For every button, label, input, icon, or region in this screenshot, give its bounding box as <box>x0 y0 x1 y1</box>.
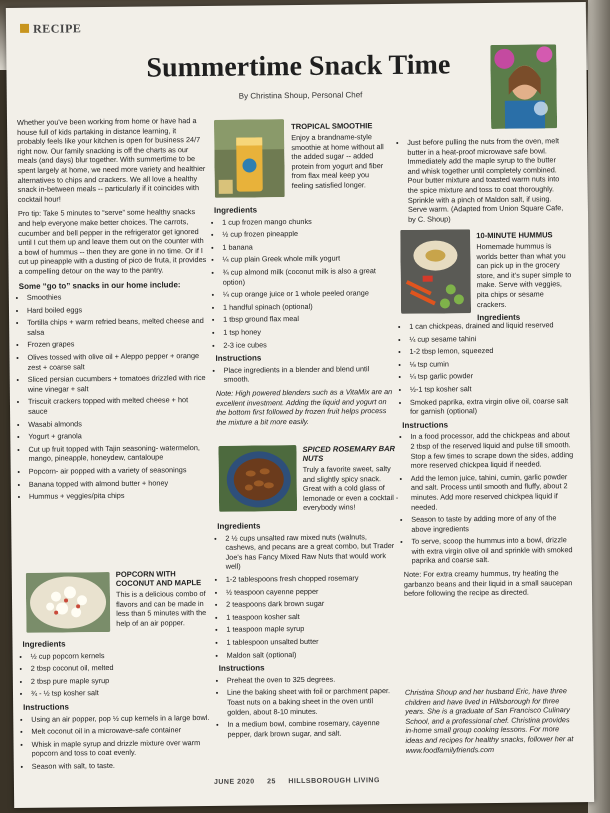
author-bio: Christina Shoup and her husband Eric, have three children and have lived in Hillsborough for three years. She is a graduate of San Francisco Culinary School, and a professional chef. Christina provides in-home small group cooking lessons. For more ideas and recipes for healthy snacks, follower her at www.foodfamilyfriends.com <box>404 686 574 755</box>
popcorn-intro <box>116 569 213 628</box>
popcorn-image <box>26 572 111 633</box>
popcorn-instructions-heading: Instructions <box>23 702 69 712</box>
nuts-intro <box>302 444 399 513</box>
list-item: • 2 teaspoons dark brown sugar <box>226 598 396 609</box>
nuts-desc: Truly a favorite sweet, salty and slightly spicy snack. Great with a cold glass of lemonade or even a cocktail - everybody wins! <box>302 464 399 513</box>
magazine-name: HILLSBOROUGH LIVING <box>288 777 380 786</box>
smoothie-image <box>214 119 285 198</box>
smoothie-desc: Enjoy a brandname-style smoothie at home without all the added sugar -- added protein from yogurt and fiber from flax meal keep you feeling satisfied longer. <box>291 132 384 191</box>
list-item: • ½ teaspoon cayenne pepper <box>226 586 396 597</box>
list-item: • Line the baking sheet with foil or parchment paper. Toast nuts on a baking sheet in the oven until golden, about 8-10 minutes. <box>227 686 397 717</box>
hummus-photo <box>400 229 471 314</box>
list-item: • 1-2 tbsp lemon, squeezed <box>409 345 573 356</box>
page-title: Summertime Snack Time <box>146 49 451 84</box>
list-item: • 1 banana <box>222 241 392 252</box>
list-item: • 1 tablespoon unsalted butter <box>226 636 396 647</box>
smoothie-instructions-heading: Instructions <box>215 353 262 364</box>
list-item: • ¼ tsp garlic powder <box>410 371 574 382</box>
list-item: • Maldon salt (optional) <box>227 649 397 660</box>
list-item: • Season with salt, to taste. <box>32 760 212 771</box>
list-item: • Preheat the oven to 325 degrees. <box>227 674 397 685</box>
list-item: • ¼ cup plain Greek whole milk yogurt <box>222 253 392 264</box>
section-label: RECIPE <box>20 21 81 37</box>
list-item: • 2 tbsp pure maple syrup <box>31 675 211 686</box>
author-photo-image <box>490 44 557 129</box>
list-item: • ¾ cup almond milk (coconut milk is also a great option) <box>223 266 393 287</box>
smoothie-intro <box>291 121 388 191</box>
list-item: • 1 tsp honey <box>223 326 393 337</box>
nuts-instructions-heading: Instructions <box>218 663 265 673</box>
nuts-instructions <box>219 674 398 739</box>
author-photo <box>490 44 557 129</box>
list-item: • In a food processor, add the chickpeas and about 2 tbsp of the reserved liquid and pulse till smooth. Stop a few times to scrape down the sides, adding more reserved chickpea liquid if needed. <box>410 430 574 470</box>
list-item: • Banana topped with almond butter + honey <box>29 478 209 489</box>
nuts-image <box>218 445 297 512</box>
hummus-instructions <box>402 430 575 566</box>
list-item: • Olives tossed with olive oil + Aleppo pepper + orange zest + coarse salt <box>27 351 207 372</box>
hummus-recipe <box>401 320 576 604</box>
hummus-ingredients-heading: Ingredients <box>477 312 521 323</box>
list-item: • Season to taste by adding more of any of the above ingredients <box>411 513 575 534</box>
list-item: • ¼ cup orange juice or 1 whole peeled orange <box>223 288 393 299</box>
square-icon <box>20 24 29 33</box>
list-item: • Sliced persian cucumbers + tomatoes drizzled with rice wine vinegar + salt <box>28 373 208 394</box>
popcorn-instructions <box>23 713 212 772</box>
page-number: 25 <box>267 778 276 786</box>
goto-list <box>19 291 209 502</box>
hummus-image <box>400 229 471 314</box>
list-item: • Tortilla chips + warm refried beans, melted cheese and salsa <box>27 316 207 337</box>
pro-tip-paragraph: Pro tip: Take 5 minutes to “serve” some healthy snacks and help everyone make better choices. The carrots, cucumber and bell pepper in the refrigerator get ignored until I cut them up and leave them out on the counter with a bowl of hummus -- then they are gone in no time. Or if I cut up pineapple with a dusting of pico de fruta, it provides a compelling detour on the way to the pantry. <box>17 207 207 276</box>
list-item: • 1 teaspoon kosher salt <box>226 611 396 622</box>
smoothie-instructions <box>216 364 394 385</box>
list-item: • ⅛ tsp cumin <box>410 358 574 369</box>
smoothie-ingredients <box>214 216 393 350</box>
list-item: • ½ cup frozen pineapple <box>222 228 392 239</box>
list-item: • ¾ - ½ tsp kosher salt <box>31 687 211 698</box>
list-item: • 2 tbsp coconut oil, melted <box>31 662 211 673</box>
list-item: • Yogurt + granola <box>28 430 208 441</box>
list-item: • Smoothies <box>27 291 207 302</box>
nuts-ingredients-heading: Ingredients <box>217 521 261 531</box>
list-item: • 1-2 tablespoons fresh chopped rosemary <box>226 573 396 584</box>
list-item: • 2 ½ cups unsalted raw mixed nuts (walnuts, cashews, and pecans are a great combo, but Trader Joe's has Fancy Mixed Raw Nuts that would work well) <box>225 532 395 572</box>
hummus-note: Note: For extra creamy hummus, try heating the garbanzo beans and their liquid in a small saucepan before following the recipe as directed. <box>403 568 573 599</box>
list-item: • Add the lemon juice, tahini, cumin, garlic powder and salt. Process until smooth and fluffy, about 2 minutes. Add more reserved chickpea liquid if needed. <box>411 472 575 512</box>
smoothie-photo <box>214 119 285 198</box>
popcorn-photo <box>26 572 111 633</box>
hummus-ingredients <box>401 320 574 417</box>
magazine-page <box>6 2 594 808</box>
popcorn-ingredients-heading: Ingredients <box>22 639 66 649</box>
list-item: • Just before pulling the nuts from the oven, melt butter in a heat-proof microwave safe bowl. Immediately add the maple syrup to the butter and whisk together until completely combined. Pour butter mixture and toasted warm nuts into the spice mixture and toss to coat thoroughly. Sprinkle with a pinch of Maldon salt, if using. Serve warm. (Adapted from Union Square Cafe, by C. Shoup) <box>407 136 570 224</box>
intro-column <box>17 116 209 505</box>
hummus-title: 10-MINUTE HUMMUS <box>476 230 553 241</box>
smoothie-ingredients-heading: Ingredients <box>213 205 258 215</box>
list-item: • Triscuit crackers topped with melted cheese + hot sauce <box>28 395 208 416</box>
list-item: • Hummus + veggies/pita chips <box>29 490 209 501</box>
hummus-instructions-heading: Instructions <box>402 420 449 430</box>
goto-heading: Some “go to” snacks in our home include: <box>18 279 181 291</box>
list-item: • 2-3 ice cubes <box>223 339 393 350</box>
list-item: • Hard boiled eggs <box>27 304 207 315</box>
smoothie-title: TROPICAL SMOOTHIE <box>291 121 373 132</box>
list-item: • ½-1 tsp kosher salt <box>410 383 574 394</box>
list-item: • ½ cup popcorn kernels <box>31 650 211 661</box>
list-item: • Melt coconut oil in a microwave-safe container <box>31 725 211 736</box>
list-item: • 1 teaspoon maple syrup <box>226 623 396 634</box>
page-footer <box>214 777 390 786</box>
popcorn-desc: This is a delicious combo of flavors and can be made in less than 5 minutes with the help of an air popper. <box>115 588 207 628</box>
popcorn-title: POPCORN WITH COCONUT AND MAPLE <box>115 569 202 588</box>
nuts-title: SPICED ROSEMARY BAR NUTS <box>302 444 396 463</box>
popcorn-ingredients <box>23 650 211 699</box>
list-item: • Frozen grapes <box>27 338 207 349</box>
list-item: • In a medium bowl, combine rosemary, cayenne pepper, dark brown sugar, and salt. <box>227 718 397 739</box>
smoothie-note: Note: High powered blenders such as a VitaMix are an excellent investment. Adding the liquid and yogurt on the bottom first followed by frozen fruit helps process the mixture a bit more easily. <box>215 386 393 427</box>
list-item: • Using an air popper, pop ½ cup kernels in a large bowl. <box>31 713 211 724</box>
list-item: • Whisk in maple syrup and drizzle mixture over warm popcorn and toss to coat evenly. <box>31 738 211 759</box>
list-item: • 1 can chickpeas, drained and liquid reserved <box>409 320 573 331</box>
intro-paragraph: Whether you've been working from home or have had a house full of kids partaking in distance learning, it probably feels like your kitchen is open for business 24/7 right now. Our family snacking is off the charts as our meals (and days) blur together. With summertime to be spent largely at home, we need more variety and healthier alternatives to chips and crackers. We all love a healthy snack in-between meals -- particularly if it coincides with cocktail hour! <box>16 116 206 204</box>
nuts-continuation <box>399 136 570 227</box>
list-item: • Place ingredients in a blender and blend until smooth. <box>224 364 394 385</box>
list-item: • ¼ cup sesame tahini <box>409 333 573 344</box>
list-item: • 1 handful spinach (optional) <box>223 301 393 312</box>
smoothie-recipe <box>214 200 394 432</box>
list-item: • To serve, scoop the hummus into a bowl, drizzle with extra virgin olive oil and sprinkle with smoked paprika and coarse salt. <box>411 535 575 565</box>
list-item: • Smoked paprika, extra virgin olive oil, coarse salt for garnish (optional) <box>410 396 574 417</box>
list-item: • 1 cup frozen mango chunks <box>222 216 392 227</box>
nuts-photo <box>218 445 297 512</box>
popcorn-recipe <box>22 634 211 774</box>
hummus-desc: Homemade hummus is worlds better than what you can pick up in the grocery store, and it's super simple to make. Serve with veggies, pita chips or sesame crackers. <box>476 241 572 309</box>
nuts-ingredients <box>217 532 396 660</box>
list-item: • 1 tbsp ground flax meal <box>223 313 393 324</box>
list-item: • Cut up fruit topped with Tajin seasoning- watermelon, mango, pineapple, honeydew, cantaloupe <box>28 443 208 464</box>
list-item: • Wasabi almonds <box>28 418 208 429</box>
list-item: • Popcorn- air popped with a variety of seasonings <box>29 465 209 476</box>
issue-date: JUNE 2020 <box>213 778 255 786</box>
byline: By Christina Shoup, Personal Chef <box>238 90 363 101</box>
hummus-intro <box>476 230 575 325</box>
nuts-recipe <box>217 516 397 742</box>
